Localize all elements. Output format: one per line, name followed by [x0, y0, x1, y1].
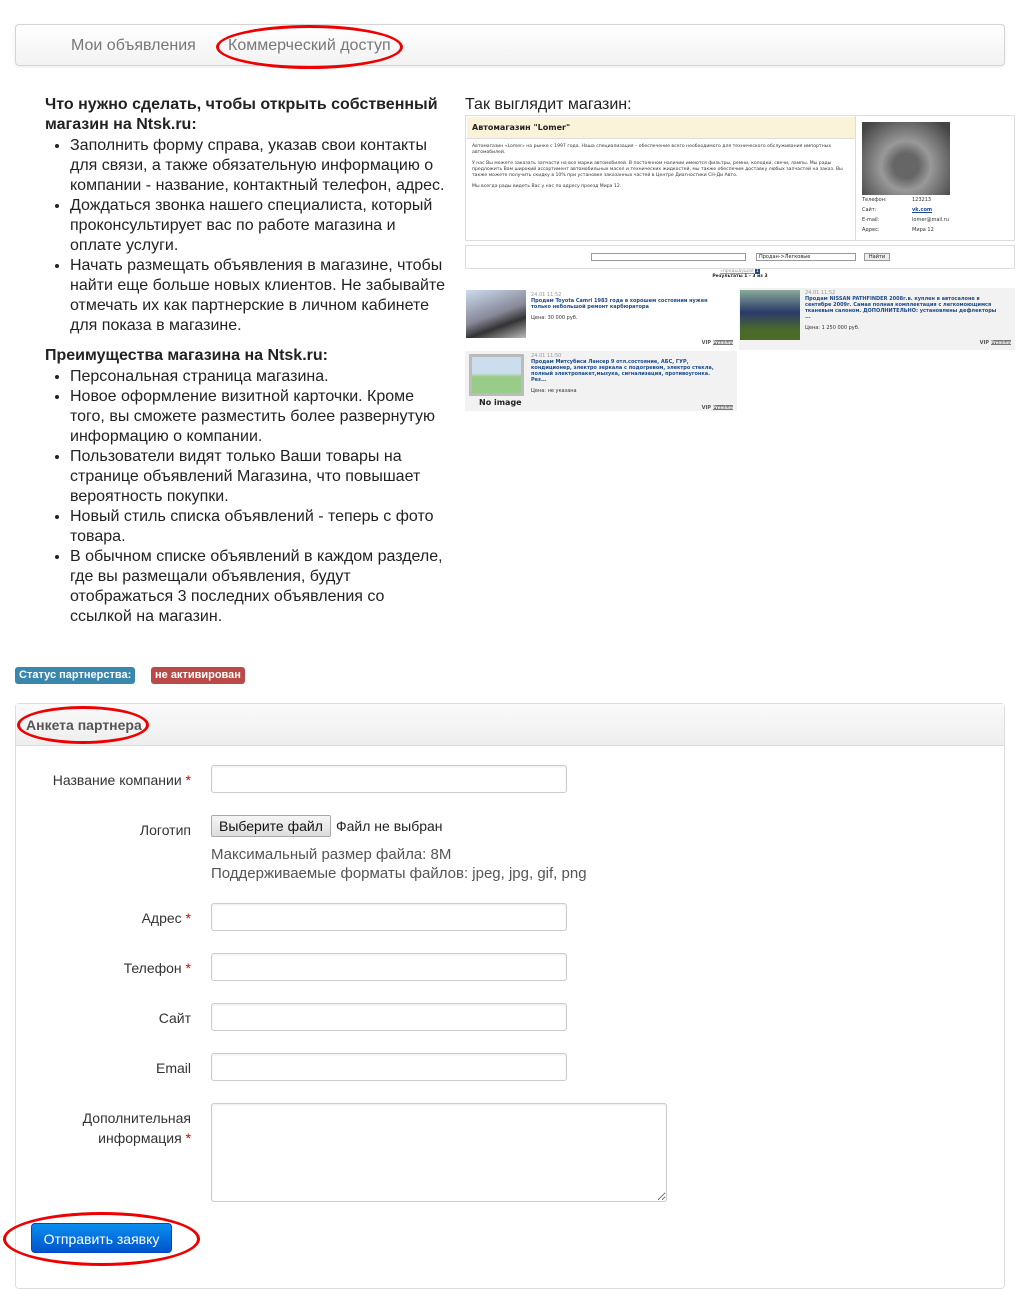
no-image-label: No image [479, 398, 522, 407]
address-input[interactable] [211, 903, 567, 931]
site-label: Сайт [158, 1010, 191, 1026]
phone-label: Телефон * [123, 960, 191, 976]
ad-price: Цена: 1 250 000 руб. [805, 325, 860, 331]
list-item: • Дождаться звонка нашего специалиста, который проконсультирует вас по работе магазина и оплате услуги. [70, 196, 450, 256]
ad-title: Продам Toyota Camri 1983 года в хорошем состоянии нужен только небольшой ремонт карбюратора [531, 298, 708, 310]
site-input[interactable] [211, 1003, 567, 1031]
benefits-heading: Преимущества магазина на Ntsk.ru: [45, 347, 328, 364]
preview-search [465, 245, 1015, 269]
company-label: Название компании * [52, 772, 191, 788]
submit-button[interactable]: Отправить заявку [31, 1223, 172, 1253]
ad-vip: VIP Premium [701, 405, 733, 411]
status-label-badge: Статус партнерства: [15, 667, 135, 684]
extra-info-textarea[interactable] [211, 1103, 667, 1202]
steps-list [45, 136, 450, 336]
shop-card [465, 115, 1015, 241]
pager-results: Результаты 1 - 3 из 3 [712, 274, 768, 279]
annotation-ellipse [17, 706, 149, 744]
shop-preview-image [465, 115, 1015, 413]
list-item: • Пользователи видят только Ваши товары на странице объявлений Магазина, что повышает вероятность покупки. [70, 447, 450, 507]
max-size-help: Максимальный размер файла: 8M [211, 846, 452, 863]
status-badge: не активирован [151, 667, 245, 684]
ad-title: Продам Митсубиси Лансер 9 отл.состояние, АБС, ГУР, кондиционер, электро зеркала с подогревом, электро стекла, полный электропакет,мызука, сигнализация, противоугонка. Рез... [531, 359, 714, 383]
company-input[interactable] [211, 765, 567, 793]
contact-value: Мира 12 [912, 227, 934, 233]
list-item: • Заполнить форму справа, указав свои контакты для связи, а также обязательную информацию о компании - название, контактный телефон, адрес. [70, 136, 450, 196]
nav-my-ads[interactable]: Мои объявления [71, 37, 196, 54]
ad-price: Цена: не указана [531, 388, 577, 394]
contact-row [862, 207, 933, 213]
shop-photo [862, 122, 950, 195]
choose-file-button[interactable]: Выберите файл [211, 815, 331, 837]
steps-heading: Что нужно сделать, чтобы открыть собственный магазин на Ntsk.ru: [45, 96, 438, 133]
list-item: • В обычном списке объявлений в каждом разделе, где вы размещали объявления, будут отображаться 3 последних объявления со ссылкой на магазин. [70, 547, 450, 627]
ad-photo [466, 290, 526, 338]
ad-vip: VIP Premium [979, 340, 1011, 346]
shop-description [472, 144, 847, 195]
shop-name: Автомагазин "Lomer" [467, 117, 855, 139]
preview-ad [739, 288, 1015, 350]
ad-date: 24.01 11:52 [531, 292, 562, 298]
contact-row [862, 217, 949, 223]
annotation-ellipse [3, 1212, 200, 1266]
contact-row [862, 227, 934, 233]
contact-label: Телефон: [862, 197, 887, 203]
preview-ad [465, 351, 737, 411]
extra-info-label: Дополнительная информация * [82, 1110, 191, 1146]
preview-ad [465, 290, 737, 350]
contact-value: lomer@mail.ru [912, 217, 949, 223]
file-status: Файл не выбран [336, 818, 443, 834]
form-title: Анкета партнера [16, 704, 1004, 746]
email-input[interactable] [211, 1053, 567, 1081]
list-item: • Начать размещать объявления в магазине, чтобы найти еще больше новых клиентов. Не забывайте отмечать их как партнерские в личном кабинете для показа в магазине. [70, 256, 450, 336]
contact-value: 123213 [912, 197, 932, 203]
pager-prev: «предыдущая [720, 269, 754, 274]
contact-label: Сайт: [862, 207, 877, 213]
logo-label: Логотип [139, 822, 191, 838]
ad-vip: VIP Premium [701, 340, 733, 346]
list-item: • Персональная страница магазина. [70, 367, 450, 387]
ad-date: 24.01 11:50 [531, 353, 562, 359]
list-item: • Новое оформление визитной карточки. Кроме того, вы сможете разместить более развернутую информацию о компании. [70, 387, 450, 447]
desc-paragraph: Автомагазин «Lomer» на рынке с 1997 года. Наша специализация – обеспечение всего необходимого для технического обслуживания импортных автомобилей. [472, 144, 832, 155]
pager-page: 1 [756, 269, 759, 274]
preview-category-select: Продан->Легковые [756, 253, 856, 261]
phone-input[interactable] [211, 953, 567, 981]
preview-find-button: Найти [864, 253, 890, 261]
list-item: • Новый стиль списка объявлений - теперь с фото товара. [70, 507, 450, 547]
preview-title: Так выглядит магазин: [465, 96, 632, 113]
preview-search-input [591, 253, 746, 261]
preview-pager [465, 269, 1015, 279]
ad-date: 24.01 11:52 [805, 290, 836, 296]
contact-value: vk.com [912, 207, 933, 213]
top-navbar [15, 24, 1005, 66]
desc-paragraph: Мы всегда рады видеть Вас у нас по адресу проезд Мира 12. [472, 184, 622, 189]
formats-help: Поддерживаемые форматы файлов: jpeg, jpg, gif, png [211, 865, 587, 882]
ad-title: Продам NISSAN PATHFINDER 2008г.в. куплен в автосалоне в сентябре 2009г. Самая полная комплектация с легкомоющимся тканевым салоном. ДОПОЛНИТЕЛЬНО: установлены дефлекторы ... [805, 296, 997, 320]
nav-commercial-access[interactable]: Коммерческий доступ [228, 37, 391, 54]
benefits-list [45, 367, 450, 627]
ad-photo [740, 290, 800, 340]
no-image-icon [469, 354, 524, 396]
contact-label: E-mail: [862, 217, 880, 223]
info-section [45, 95, 450, 637]
contact-row [862, 197, 932, 203]
email-label: Email [155, 1060, 191, 1076]
annotation-ellipse [216, 25, 403, 69]
address-label: Адрес * [141, 910, 191, 926]
desc-paragraph: У нас Вы можете заказать запчасти на все марки автомобилей. В постоянном наличии имеются фильтры, ремни, колодки, свечи, лампы. Мы рады предложить Вам широкий ассортимент автомобильных масел и технических жидкостей, мы также обеспечим доставку любых запчастей на заказ. Вы также можете получить скидку в 10% при установке заказанных частей в Центре Диагностики СН-Ди Авто. [472, 161, 843, 178]
contact-label: Адрес: [862, 227, 880, 233]
shop-contacts [855, 116, 1015, 241]
ad-price: Цена: 30 000 руб. [531, 315, 578, 321]
